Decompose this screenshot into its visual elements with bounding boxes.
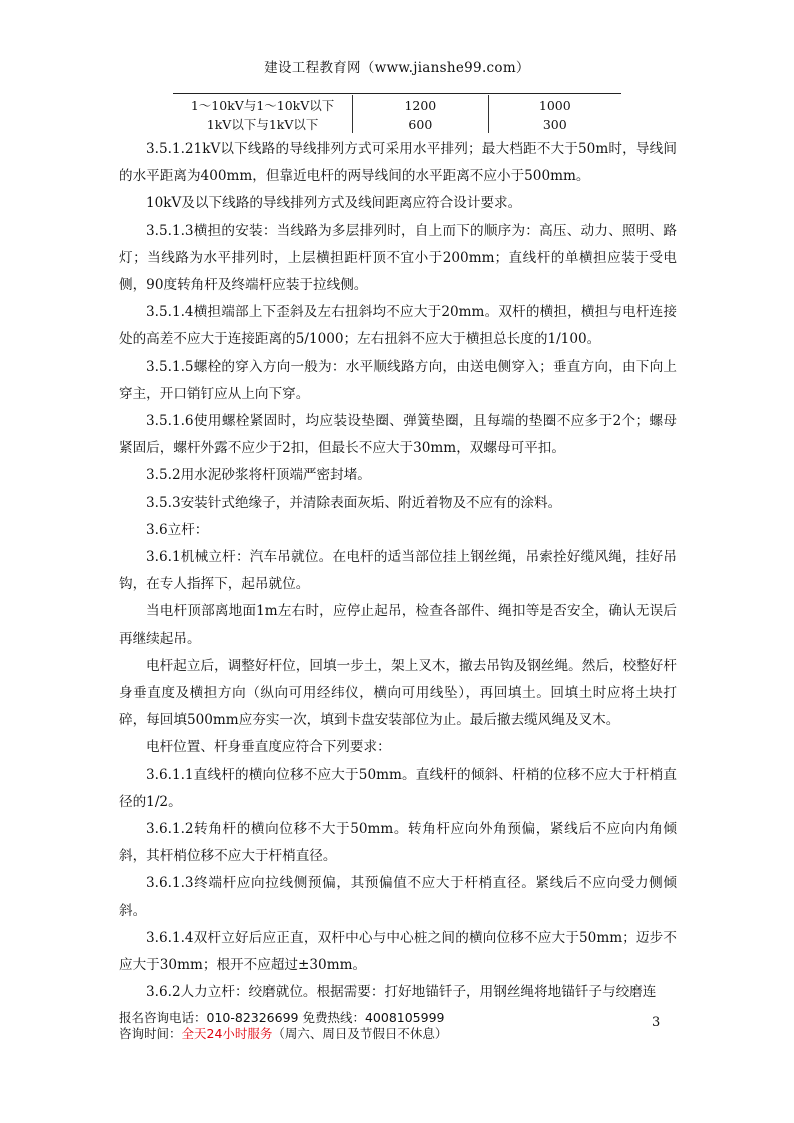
table-cell: 1kV以下与1kV以下 bbox=[173, 114, 353, 133]
paragraph: 3.6.2人力立杆：绞磨就位。根据需要：打好地锚钎子，用钢丝绳将地锚钎子与绞磨连 bbox=[146, 984, 657, 1001]
paragraph: 3.5.3安装针式绝缘子，并清除表面灰垢、附近着物及不应有的涂料。 bbox=[146, 494, 562, 511]
footer-hours-prefix: 咨询时间： bbox=[119, 1026, 182, 1041]
page-number: 3 bbox=[652, 1015, 661, 1030]
paragraph: 3.5.1.5螺栓的穿入方向一般为：水平顺线路方向，由送电侧穿入；垂直方向，由下向上穿主，开口销钉应从上向下穿。 bbox=[119, 358, 677, 402]
body-text bbox=[119, 136, 677, 1007]
paragraph: 3.5.1.21kV以下线路的导线排列方式可采用水平排列；最大档距不大于50m时，导线间的水平距离为400mm，但靠近电杆的两导线间的水平距离不应小于500mm。 bbox=[119, 141, 677, 185]
paragraph: 3.5.1.4横担端部上下歪斜及左右扭斜均不应大于20mm。双杆的横担，横担与电杆连接处的高差不应大于连接距离的5/1000；左右扭斜不应大于横担总长度的1/100。 bbox=[119, 304, 677, 348]
paragraph: 3.6.1.4双杆立好后应正直，双杆中心与中心桩之间的横向位移不应大于50mm；迈步不应大于30mm；根开不应超过±30mm。 bbox=[119, 929, 677, 974]
page-header: 建设工程教育网（www.jianshe99.com） bbox=[264, 60, 530, 76]
paragraph: 3.6.1机械立杆：汽车吊就位。在电杆的适当部位挂上钢丝绳，吊索拴好缆风绳，挂好吊钩，在专人指挥下，起吊就位。 bbox=[119, 549, 677, 593]
paragraph: 3.5.2用水泥砂浆将杆顶端严密封堵。 bbox=[146, 467, 371, 484]
paragraph: 电杆起立后，调整好杆位，回填一步土，架上叉木，撤去吊钩及钢丝绳。然后，校整好杆身垂直度及横担方向（纵向可用经纬仪，横向可用线坠），再回填土。回填土时应将土块打碎，每回填500mm应夯实一次，填到卡盘安装部位为止。最后撤去缆风绳及叉木。 bbox=[119, 657, 677, 729]
footer-hours-highlight: 全天24小时服务 bbox=[181, 1026, 273, 1041]
header-rule bbox=[173, 93, 621, 94]
table-cell: 1200 bbox=[353, 95, 488, 114]
paragraph: 3.6.1.3终端杆应向拉线侧预偏，其预偏值不应大于杆梢直径。紧线后不应向受力侧倾斜。 bbox=[119, 875, 677, 919]
paragraph: 3.5.1.3横担的安装：当线路为多层排列时，自上而下的顺序为：高压、动力、照明、路灯；当线路为水平排列时，上层横担距杆顶不宜小于200mm；直线杆的单横担应装于受电侧，90度转角杆及终端杆应装于拉线侧。 bbox=[119, 222, 677, 294]
paragraph: 当电杆顶部离地面1m左右时，应停止起吊，检查各部件、绳扣等是否安全，确认无误后再继续起吊。 bbox=[119, 603, 677, 647]
table-row bbox=[173, 95, 621, 114]
page-footer bbox=[119, 1010, 679, 1042]
table-row bbox=[173, 114, 621, 133]
table-cell: 1000 bbox=[538, 97, 571, 113]
section-heading: 3.6立杆： bbox=[146, 521, 209, 538]
paragraph: 3.5.1.6使用螺栓紧固时，均应装设垫圈、弹簧垫圈，且每端的垫圈不应多于2个；螺母紧固后，螺杆外露不应少于2扣，但最长不应大于30mm，双螺母可平扣。 bbox=[119, 413, 677, 457]
footer-phone-line: 报名咨询电话：010-82326699 免费热线：4008105999 bbox=[119, 1010, 445, 1025]
table-cell: 600 bbox=[353, 114, 488, 133]
table-cell: 300 bbox=[542, 116, 567, 132]
distance-table bbox=[173, 95, 621, 133]
paragraph: 3.6.1.1直线杆的横向位移不应大于50mm。直线杆的倾斜、杆梢的位移不应大于杆梢直径的1/2。 bbox=[119, 766, 677, 810]
paragraph: 10kV及以下线路的导线排列方式及线间距离应符合设计要求。 bbox=[146, 195, 522, 212]
table-cell: 1～10kV与1～10kV以下 bbox=[173, 95, 353, 114]
paragraph: 电杆位置、杆身垂直度应符合下列要求： bbox=[146, 739, 391, 756]
footer-hours-line bbox=[119, 1026, 679, 1042]
paragraph: 3.6.1.2转角杆的横向位移不大于50mm。转角杆应向外角预偏，紧线后不应向内角倾斜，其杆梢位移不应大于杆梢直径。 bbox=[119, 821, 677, 865]
footer-hours-suffix: （周六、周日及节假日不休息） bbox=[272, 1026, 448, 1041]
